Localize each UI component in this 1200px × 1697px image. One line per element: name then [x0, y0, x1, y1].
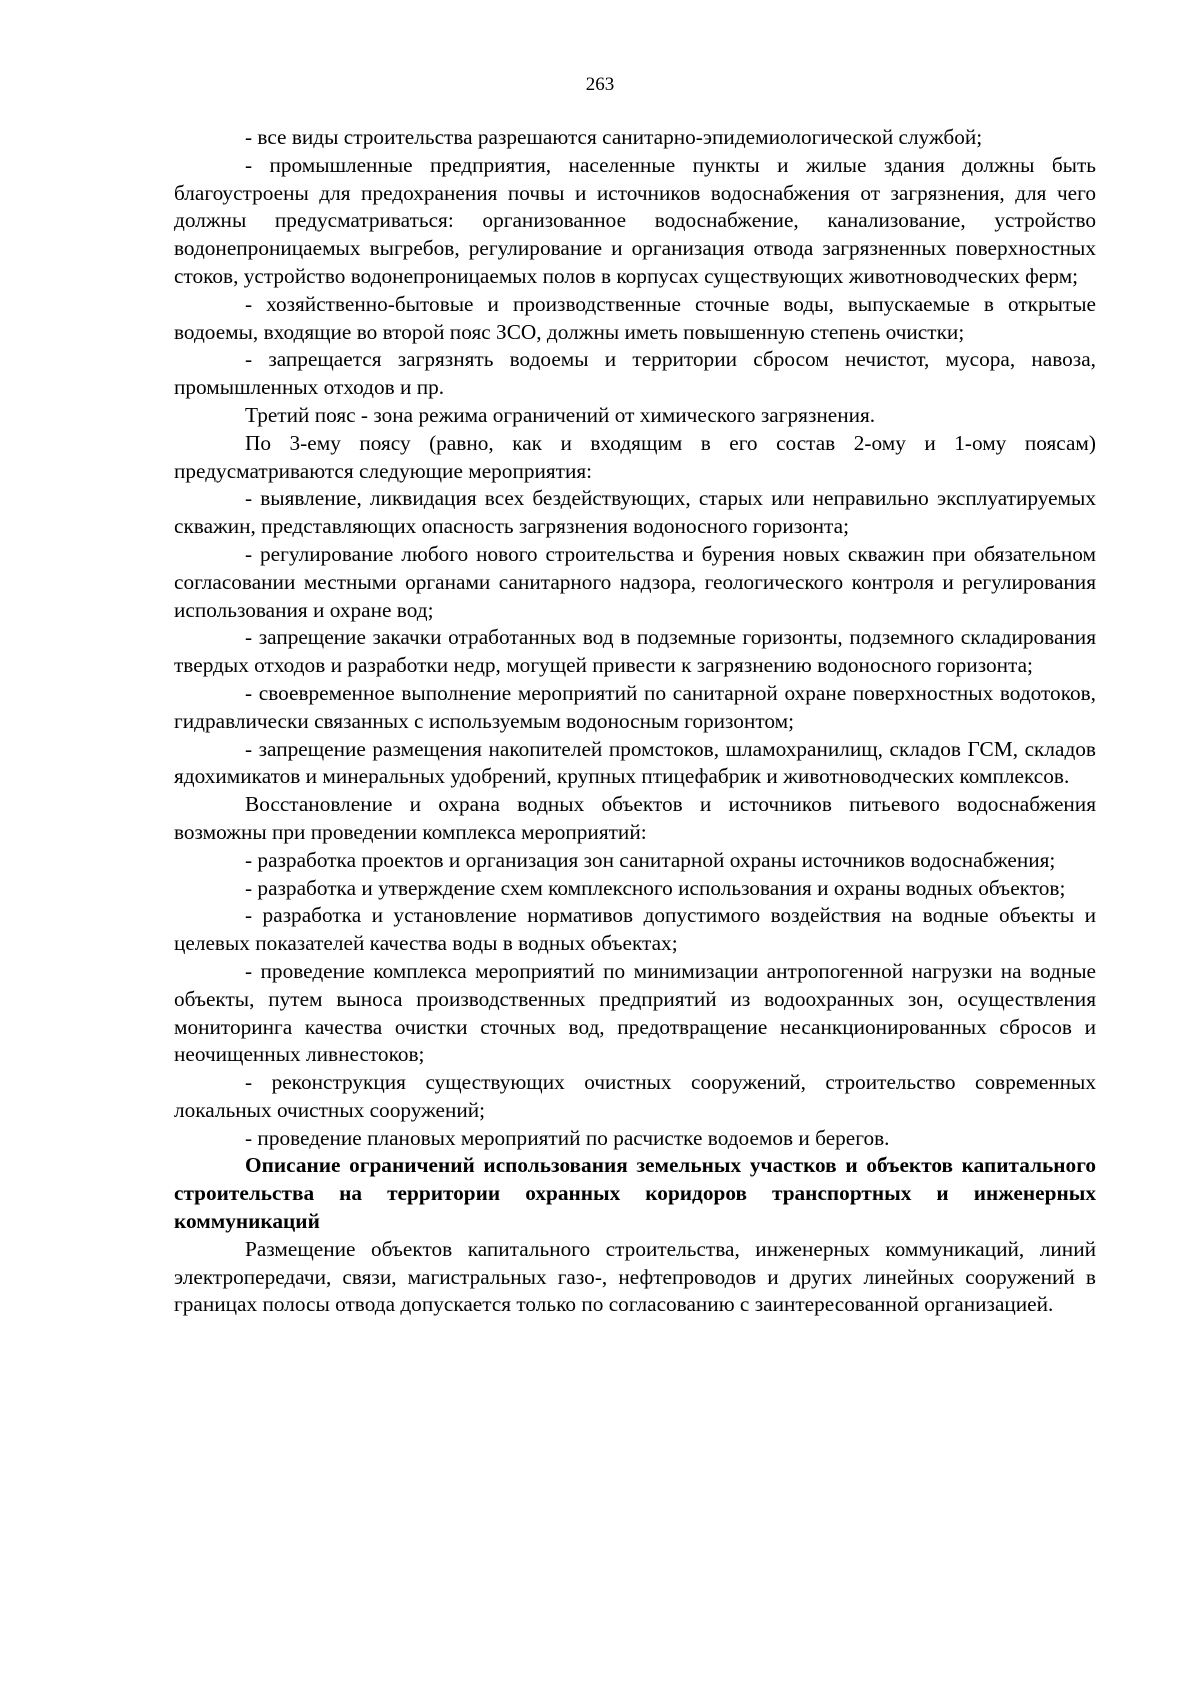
paragraph: - все виды строительства разрешаются санитарно-эпидемиологической службой; — [245, 125, 983, 149]
paragraph: По 3-ему поясу (равно, как и входящим в его состав 2-ому и 1-ому поясам) предусматриваются следующие мероприятия: — [174, 430, 1096, 483]
paragraph: - разработка и установление нормативов допустимого воздействия на водные объекты и целевых показателей качества воды в водных объектах; — [174, 903, 1096, 956]
paragraph: - промышленные предприятия, населенные пункты и жилые здания должны быть благоустроены для предохранения почвы и источников водоснабжения от загрязнения, для чего должны предусматриваться: организованное водоснабжение, канализование, устройство водонепроницаемых выгребов, регулирование и организация отвода загрязненных поверхностных стоков, устройство водонепроницаемых полов в корпусах существующих животноводческих ферм; — [174, 152, 1096, 288]
paragraph: - разработка проектов и организация зон санитарной охраны источников водоснабжения; — [245, 847, 1056, 872]
paragraph: - выявление, ликвидация всех бездействующих, старых или неправильно эксплуатируемых скважин, представляющих опасность загрязнения водоносного горизонта; — [174, 486, 1096, 539]
paragraph: - регулирование любого нового строительства и бурения новых скважин при обязательном согласовании местными органами санитарного надзора, геологического контроля и регулирования использования и охране вод; — [174, 541, 1096, 622]
paragraph: Размещение объектов капитального строительства, инженерных коммуникаций, линий электропередачи, связи, магистральных газо-, нефтепроводов и других линейных сооружений в границах полосы отвода допускается только по согласованию с заинтересованной организацией. — [174, 1236, 1096, 1317]
section-heading: Описание ограничений использования земельных участков и объектов капитального строительства на территории охранных коридоров транспортных и инженерных коммуникаций — [174, 1153, 1096, 1234]
page-number: 263 — [585, 74, 615, 95]
paragraph: Третий пояс - зона режима ограничений от химического загрязнения. — [245, 402, 876, 427]
paragraph: - проведение комплекса мероприятий по минимизации антропогенной нагрузки на водные объекты, путем выноса производственных предприятий из водоохранных зон, осуществления мониторинга качества очистки сточных вод, предотвращение несанкционированных сбросов и неочищенных ливнестоков; — [174, 958, 1096, 1067]
paragraph: - разработка и утверждение схем комплексного использования и охраны водных объектов; — [245, 875, 1066, 900]
paragraph: - запрещение закачки отработанных вод в подземные горизонты, подземного складирования твердых отходов и разработки недр, могущей привести к загрязнению водоносного горизонта; — [174, 625, 1096, 678]
paragraph: - реконструкция существующих очистных сооружений, строительство современных локальных очистных сооружений; — [174, 1070, 1096, 1122]
paragraph: - запрещается загрязнять водоемы и территории сбросом нечистот, мусора, навоза, промышленных отходов и пр. — [174, 347, 1096, 400]
paragraph: - хозяйственно-бытовые и производственные сточные воды, выпускаемые в открытые водоемы, входящие во второй пояс ЗСО, должны иметь повышенную степень очистки; — [174, 291, 1096, 344]
paragraph: - своевременное выполнение мероприятий по санитарной охране поверхностных водотоков, гидравлически связанных с используемым водоносным горизонтом; — [174, 680, 1096, 733]
paragraph: Восстановление и охрана водных объектов и источников питьевого водоснабжения возможны при проведении комплекса мероприятий: — [174, 792, 1096, 844]
document-body — [174, 124, 1096, 1319]
paragraph: - запрещение размещения накопителей промстоков, шламохранилищ, складов ГСМ, складов ядохимикатов и минеральных удобрений, крупных птицефабрик и животноводческих комплексов. — [174, 736, 1096, 789]
paragraph: - проведение плановых мероприятий по расчистке водоемов и берегов. — [245, 1125, 890, 1150]
